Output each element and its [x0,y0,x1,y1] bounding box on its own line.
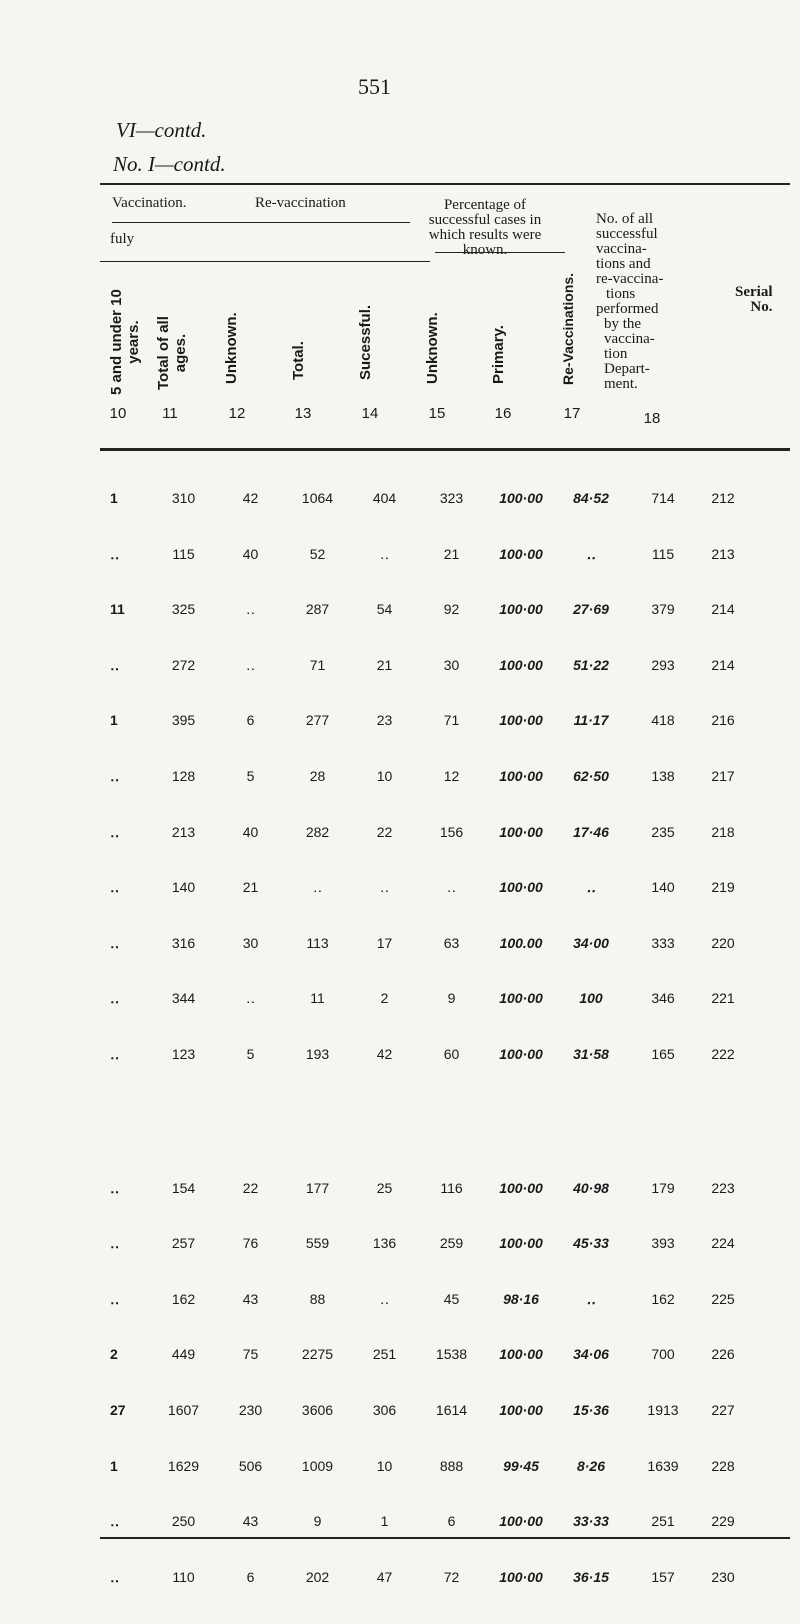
vaccination-group-header: Vaccination. [112,195,187,211]
cell-c18: 393 [651,1235,675,1252]
cell-c12: 5 [246,1045,255,1062]
cell-serial: 221 [711,990,735,1007]
cell-c10: ‥ [110,1513,120,1530]
cell-c10: ‥ [110,1568,120,1585]
col-number-14: 14 [361,405,379,422]
cell-c12: 22 [242,1179,259,1196]
cell-c13: ‥ [312,879,323,896]
cell-serial: 213 [711,545,735,562]
cell-c11: 272 [171,656,196,673]
cell-c14: 23 [376,712,393,729]
cell-serial: 225 [711,1290,735,1307]
cell-c13: 277 [305,712,330,729]
cell-c13: 88 [309,1290,326,1307]
cell-c15: 30 [443,656,460,673]
col-number-10: 10 [109,405,127,422]
cell-serial: 212 [711,490,735,506]
cell-c15: 1614 [435,1401,468,1418]
cell-serial: 229 [711,1513,735,1530]
cell-c17: 84·52 [573,490,609,506]
cell-c14: 1 [380,1513,389,1530]
cell-c18: 179 [651,1179,675,1196]
percentage-group-header: Percentage of successful cases in which results were known. [428,197,542,258]
cell-c11: 257 [171,1235,196,1252]
cell-c17: 31·58 [573,1045,609,1062]
col-number-13: 13 [294,405,312,422]
cell-c17: 45·33 [573,1235,609,1252]
cell-c10: ‥ [110,1290,120,1307]
cell-c17: ‥ [586,545,596,562]
col17-header: Re-Vaccinations. [560,272,576,385]
header-bottom-rule [100,448,790,451]
cell-serial: 230 [711,1568,735,1585]
cell-c14: 42 [376,1045,393,1062]
cell-c11: 395 [171,712,196,729]
table-row [110,1180,745,1236]
cell-c10: ‥ [110,1045,120,1062]
cell-c18: 714 [651,490,675,506]
all-successful-header: No. of all successful vaccina- tions and re-vaccina- tions performed by the vaccina- tion Depart- ment. [596,211,664,392]
cell-c13: 287 [305,601,330,618]
table-row [110,824,745,880]
cell-serial: 223 [711,1179,735,1196]
cell-c15: 259 [439,1235,464,1252]
col11-header: Total of all ages. [155,316,189,390]
cell-c10: ‥ [110,1235,120,1252]
cell-c18: 235 [651,823,675,840]
cell-c16: 100·00 [499,1179,543,1196]
cell-c17: 62·50 [573,767,609,784]
cell-serial: 214 [711,656,735,673]
table-row [110,1235,745,1291]
cell-c15: 156 [439,823,464,840]
col-number-15: 15 [428,405,446,422]
cell-c17: 51·22 [573,656,609,673]
cell-c11: 325 [171,601,196,618]
cell-c12: 43 [242,1290,259,1307]
cell-c13: 1009 [301,1457,334,1474]
fully-label: fuly [110,231,135,247]
cell-c10: 1 [110,1457,118,1474]
cell-c12: 76 [242,1235,259,1252]
cell-serial: 224 [711,1235,735,1252]
table-row [110,768,745,824]
table-row [110,657,745,713]
cell-c16: 100·00 [499,767,543,784]
cell-c17: 8·26 [576,1457,606,1474]
cell-c14: ‥ [379,545,390,562]
cell-c13: 113 [306,934,329,951]
cell-c16: 100·00 [499,712,543,729]
cell-c14: 47 [376,1568,393,1585]
cell-c14: ‥ [379,1290,390,1307]
cell-c11: 1607 [167,1401,200,1418]
cell-c11: 310 [171,490,196,506]
cell-serial: 214 [711,601,735,618]
cell-c11: 449 [171,1346,196,1363]
cell-c16: 100·00 [499,490,543,506]
table-row [110,1346,745,1402]
cell-c15: 92 [443,601,460,618]
cell-c10: 11 [110,601,125,618]
cell-c11: 250 [171,1513,196,1530]
cell-c11: 154 [171,1179,196,1196]
cell-c16: 100·00 [499,879,543,896]
cell-serial: 226 [711,1346,735,1363]
cell-serial: 228 [711,1457,735,1474]
cell-c10: ‥ [110,767,120,784]
table-row [110,1291,745,1347]
cell-c15: 1538 [435,1346,468,1363]
cell-c17: 40·98 [573,1179,609,1196]
cell-c18: 333 [651,934,675,951]
cell-c18: 418 [651,712,675,729]
data-table [110,490,745,1624]
table-row [110,935,745,991]
table-row [110,1569,745,1624]
cell-c14: 25 [376,1179,393,1196]
revaccination-rule [210,222,410,223]
cell-c17: 15·36 [573,1401,609,1418]
cell-c13: 9 [313,1513,322,1530]
col-number-12: 12 [228,405,246,422]
cell-serial: 217 [711,767,735,784]
top-rule [100,183,790,185]
cell-c11: 213 [171,823,196,840]
cell-c16: 100·00 [499,601,543,618]
cell-c15: 63 [443,934,460,951]
cell-c10: ‥ [110,823,120,840]
cell-c14: 306 [372,1401,397,1418]
table-row [110,1402,745,1458]
cell-c18: 115 [651,545,675,562]
cell-c18: 165 [651,1045,675,1062]
table-row [110,879,745,935]
cell-c18: 157 [651,1568,675,1585]
col15-header: Unknown. [424,312,441,384]
col10-header: 5 and under 10 years. [108,289,142,395]
cell-c14: 10 [376,767,393,784]
row-gap [110,1102,745,1180]
cell-c12: 43 [242,1513,259,1530]
cell-c15: 45 [443,1290,460,1307]
cell-c17: 11·17 [573,712,609,729]
col-number-17: 17 [563,405,581,422]
cell-c12: 42 [242,490,259,506]
cell-c18: 1913 [647,1401,679,1418]
cell-c13: 52 [309,545,326,562]
cell-c16: 98·16 [503,1290,539,1307]
cell-c15: 9 [447,990,456,1007]
cell-c17: 17·46 [573,823,609,840]
cell-c12: 5 [246,767,255,784]
cell-c14: 136 [372,1235,397,1252]
col16-header: Primary. [490,325,507,384]
cell-c10: 27 [110,1401,126,1418]
cell-c15: 72 [443,1568,460,1585]
cell-c13: 2275 [301,1346,334,1363]
cell-c16: 100·00 [499,1568,543,1585]
cell-c14: 22 [376,823,393,840]
cell-c13: 193 [305,1045,330,1062]
page-number: 551 [358,74,391,99]
cell-c16: 100·00 [499,545,543,562]
table-row [110,1046,745,1102]
cell-serial: 219 [711,879,735,896]
cell-c15: 21 [443,545,460,562]
table-row [110,990,745,1046]
cell-c18: 379 [651,601,675,618]
cell-c10: ‥ [110,656,120,673]
cell-c11: 110 [172,1568,195,1585]
cell-c13: 11 [310,990,325,1007]
cell-c15: 6 [447,1513,456,1530]
table-row [110,1513,745,1569]
cell-c15: 60 [443,1045,460,1062]
cell-c17: 33·33 [573,1513,609,1530]
cell-c15: 323 [439,490,464,506]
cell-c11: 123 [171,1045,196,1062]
cell-c11: 115 [172,545,195,562]
cell-c17: ‥ [586,1290,596,1307]
cell-c13: 559 [305,1235,330,1252]
serial-header: Serial No. [735,284,773,315]
cell-c17: 36·15 [573,1568,609,1585]
cell-c10: 1 [110,712,118,729]
cell-c10: ‥ [110,545,120,562]
cell-c17: 27·69 [573,601,609,618]
cell-c10: 2 [110,1346,118,1363]
cell-c17: ‥ [586,879,596,896]
table-continuation-title: VI—contd. [116,118,207,142]
cell-c18: 293 [651,656,675,673]
cell-c12: 40 [242,823,259,840]
cell-c10: ‥ [110,934,120,951]
revaccination-group-header: Re-vaccination [255,195,346,211]
cell-c11: 1629 [167,1457,200,1474]
cell-c16: 100·00 [499,656,543,673]
cell-c14: 21 [376,656,393,673]
cell-c11: 162 [171,1290,196,1307]
table-row [110,546,745,602]
table-row [110,1458,745,1514]
cell-c16: 100.00 [499,934,543,951]
cell-c12: 230 [238,1401,263,1418]
col14-header: Sucessful. [357,304,374,380]
cell-c12: ‥ [245,990,256,1007]
cell-c17: 100 [579,990,603,1007]
bottom-rule [100,1537,790,1539]
cell-serial: 220 [711,934,735,951]
cell-c16: 100·00 [499,1235,543,1252]
cell-c14: 404 [372,490,397,506]
cell-c12: ‥ [245,601,256,618]
cell-c13: 3606 [301,1401,334,1418]
cell-c15: 116 [440,1179,463,1196]
cell-c14: 17 [376,934,393,951]
col12-header: Unknown. [223,312,240,384]
cell-c15: ‥ [446,879,457,896]
cell-c11: 128 [171,767,196,784]
cell-c14: 10 [376,1457,393,1474]
cell-c13: 28 [309,767,326,784]
cell-c10: 1 [110,490,118,506]
cell-c18: 138 [651,767,675,784]
cell-c16: 100·00 [499,1045,543,1062]
cell-c17: 34·06 [573,1346,609,1363]
cell-c12: 75 [242,1346,259,1363]
cell-c12: 30 [242,934,259,951]
cell-c14: 2 [380,990,389,1007]
cell-c10: ‥ [110,1179,120,1196]
cell-c18: 346 [651,990,675,1007]
cell-c18: 1639 [647,1457,679,1474]
cell-c11: 316 [171,934,196,951]
cell-c16: 100·00 [499,1513,543,1530]
cell-serial: 227 [711,1401,735,1418]
cell-c12: 21 [242,879,259,896]
cell-serial: 216 [711,712,735,729]
cell-c16: 100·00 [499,1346,543,1363]
cell-c10: ‥ [110,990,120,1007]
cell-c13: 177 [305,1179,330,1196]
table-row [110,712,745,768]
col-number-11: 11 [162,405,178,422]
col13-header: Total. [290,341,307,380]
cell-c13: 71 [309,656,326,673]
cell-c10: ‥ [110,879,120,896]
cell-c16: 100·00 [499,823,543,840]
cell-serial: 222 [711,1045,735,1062]
cell-c11: 344 [171,990,196,1007]
cell-c13: 1064 [301,490,334,506]
cell-c13: 282 [305,823,330,840]
cell-c14: 251 [372,1346,397,1363]
cell-c18: 700 [651,1346,675,1363]
cell-c16: 99·45 [503,1457,539,1474]
cell-c16: 100·00 [499,1401,543,1418]
cell-c17: 34·00 [573,934,609,951]
col-number-18: 18 [643,410,661,427]
table-row [110,490,745,546]
cell-c14: ‥ [379,879,390,896]
cell-c18: 251 [651,1513,675,1530]
cell-c12: ‥ [245,656,256,673]
subtable-continuation-title: No. I—contd. [113,152,226,176]
vaccination-lower-rule [100,261,430,262]
cell-c12: 6 [246,712,255,729]
cell-c12: 40 [242,545,259,562]
cell-c16: 100·00 [499,990,543,1007]
percentage-rule [435,252,565,253]
cell-serial: 218 [711,823,735,840]
cell-c13: 202 [305,1568,330,1585]
cell-c15: 71 [443,712,460,729]
cell-c15: 12 [443,767,460,784]
cell-c14: 54 [376,601,393,618]
cell-c11: 140 [171,879,196,896]
table-row [110,601,745,657]
col-number-16: 16 [494,405,512,422]
cell-c12: 506 [238,1457,263,1474]
cell-c18: 140 [651,879,675,896]
cell-c12: 6 [246,1568,255,1585]
cell-c15: 888 [439,1457,464,1474]
cell-c18: 162 [651,1290,675,1307]
